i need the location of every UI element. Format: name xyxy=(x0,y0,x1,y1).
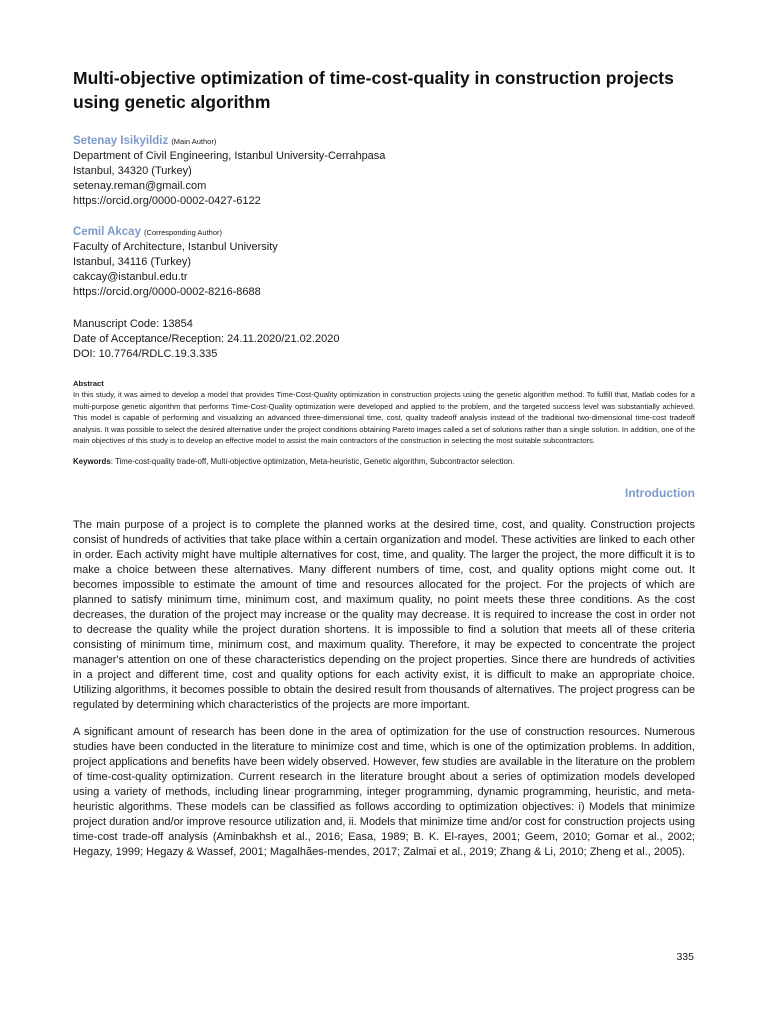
author-address: Istanbul, 34116 (Turkey) xyxy=(73,256,192,268)
author-main xyxy=(73,134,695,209)
author-affiliation: Department of Civil Engineering, Istanbul University-Cerrahpasa xyxy=(73,150,386,162)
page-number: 335 xyxy=(676,951,694,963)
author-role: (Main Author) xyxy=(171,137,217,146)
author-email[interactable]: setenay.reman@gmail.com xyxy=(73,180,207,192)
abstract-text: In this study, it was aimed to develop a model that provides Time-Cost-Quality optimization in construction projects using the genetic algorithm method. To fulfill that, Matlab codes for a multi-purpose genetic algorithm that performs Time-Cost-Quality optimization were developed and applied to the problem, and the targeted success level was substantially achieved. This model is capable of performing and visualizing an advanced three-dimensional time, cost, quality tradeoff analysis instead of the traditional two-dimensional time-cost tradeoff analysis. It was possible to select the desired alternative under the project conditions obtaining Pareto images called a set of solutions rather than a single solution. In addition, one of the main objectives of this study is to develop an effective model to assist the main contractors of the construction in selecting the most suitable subcontractors. xyxy=(73,390,695,446)
author-name: Cemil Akcay xyxy=(73,226,141,238)
author-orcid-link[interactable]: https://orcid.org/0000-0002-8216-8688 xyxy=(73,286,261,298)
manuscript-meta xyxy=(73,317,695,362)
body-paragraph: The main purpose of a project is to complete the planned works at the desired time, cost, and quality. Construction projects consist of hundreds of activities that take place within a certain organization and model. These activities are linked to each other in order. Each activity might have multiple alternatives for cost, time, and quality. The larger the project, the more difficult it is to make a choice between these alternatives. Many different numbers of time, cost, and quality options might come out. It becomes impossible to estimate the amount of time and resources allocated for the project. For the projects of which are planned to satisfy minimum time, minimum cost, and maximum quality, no point meets these three conditions. As the cost decreases, the duration of the project may increase or the quality may decrease. It is required to increase the cost in order not to decrease the quality while the project duration shortens. It is impossible to find a solution that meets all of these criteria consisting of minimum time, minimum cost, and maximum quality. Therefore, it may be expected to concentrate the project manager's attention on one of these characteristics depending on the project properties. Since there are hundreds of activities in a project and different time, cost and quality options for each activity exist, it is difficult to make an appropriate choice. Utilizing algorithms, it becomes possible to obtain the desired result from thousands of alternatives. The project progress can be regulated by determining which characteristics of the projects are more important. xyxy=(73,519,695,712)
body-paragraph: A significant amount of research has been done in the area of optimization for the use of construction resources. Numerous studies have been conducted in the literature to minimize cost and time, which is one of the optimization problems. In addition, project applications and benefits have been widely observed. However, few studies are available in the literature on the problem of time-cost-quality optimization. Current research in the literature brought about a series of optimization models developed using a variety of methods, including linear programming, integer programming, dynamic programming, heuristic, and meta-heuristic algorithms. These models can be classified as follows according to optimization objectives: i) Models that minimize project duration and/or improve resource utilization and, ii. Models that minimize time and/or cost for construction projects using time-cost trade-off analysis (Aminbakhsh et al., 2016; Easa, 1989; B. K. El-rayes, 2001; Geem, 2010; Gomar et al., 2002; Hegazy, 1999; Hegazy & Wassef, 2001; Magalhães-mendes, 2017; Zalmai et al., 2019; Zhang & Li, 2010; Zheng et al., 2005). xyxy=(73,726,695,859)
acceptance-dates: Date of Acceptance/Reception: 24.11.2020/21.02.2020 xyxy=(73,333,340,345)
abstract xyxy=(73,378,695,446)
keywords-text: : Time-cost-quality trade-off, Multi-objective optimization, Meta-heuristic, Genetic algorithm, Subcontractor selection. xyxy=(110,457,515,467)
author-role: (Corresponding Author) xyxy=(144,228,223,237)
paper-page xyxy=(73,66,695,860)
abstract-heading: Abstract xyxy=(73,379,104,388)
author-name: Setenay Isikyildiz xyxy=(73,135,169,147)
author-email[interactable]: cakcay@istanbul.edu.tr xyxy=(73,271,188,283)
keywords-label: Keywords xyxy=(73,457,111,467)
author-affiliation: Faculty of Architecture, Istanbul University xyxy=(73,241,278,253)
keywords xyxy=(73,456,695,467)
section-heading-introduction: Introduction xyxy=(625,486,695,501)
doi[interactable]: DOI: 10.7764/RDLC.19.3.335 xyxy=(73,348,218,360)
manuscript-code: Manuscript Code: 13854 xyxy=(73,318,193,330)
author-orcid-link[interactable]: https://orcid.org/0000-0002-0427-6122 xyxy=(73,195,261,207)
author-corresponding xyxy=(73,225,695,300)
paper-title: Multi-objective optimization of time-cost-quality in construction projects using genetic algorithm xyxy=(73,68,674,112)
author-address: Istanbul, 34320 (Turkey) xyxy=(73,165,192,177)
